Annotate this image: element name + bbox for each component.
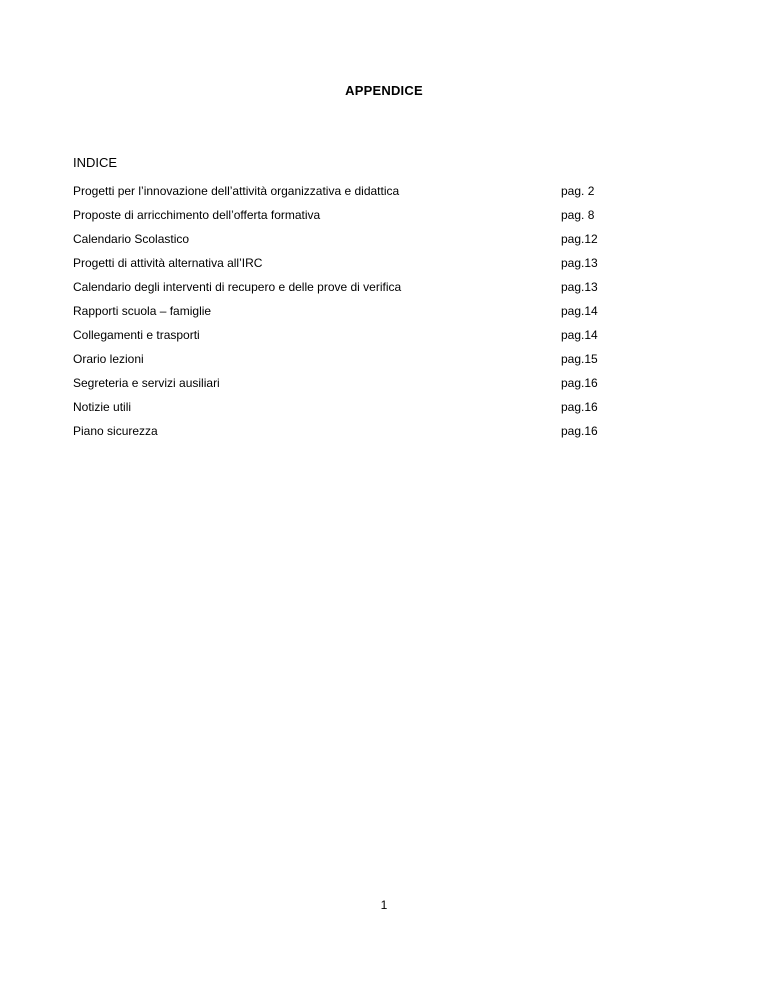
toc-entry	[73, 325, 633, 349]
toc-entry-label: Proposte di arricchimento dell’offerta formativa	[73, 208, 321, 222]
toc-entry-label: Orario lezioni	[73, 352, 144, 366]
toc-entry-page: pag.13	[561, 256, 598, 270]
toc-entry-page: pag.15	[561, 352, 598, 366]
toc-entry-label: Notizie utili	[73, 400, 132, 414]
toc-entry	[73, 397, 633, 421]
index-heading: INDICE	[73, 155, 118, 170]
toc-entry-page: pag.14	[561, 328, 598, 342]
document-title: APPENDICE	[345, 83, 423, 98]
toc-entry-label: Rapporti scuola – famiglie	[73, 304, 212, 318]
toc-entry	[73, 373, 633, 397]
toc-entry	[73, 277, 633, 301]
toc-entry-page: pag. 2	[561, 184, 595, 198]
toc-entry-page: pag.16	[561, 376, 598, 390]
toc-entry	[73, 229, 633, 253]
toc-entry-label: Progetti per l’innovazione dell’attività organizzativa e didattica	[73, 184, 400, 198]
toc-entry	[73, 349, 633, 373]
toc-entry-page: pag.12	[561, 232, 598, 246]
toc-entry-label: Calendario Scolastico	[73, 232, 190, 246]
toc-entry-page: pag.13	[561, 280, 598, 294]
toc-entry-label: Collegamenti e trasporti	[73, 328, 200, 342]
table-of-contents	[73, 181, 633, 445]
toc-entry	[73, 301, 633, 325]
toc-entry-page: pag.16	[561, 424, 598, 438]
toc-entry-label: Segreteria e servizi ausiliari	[73, 376, 220, 390]
page-number: 1	[380, 898, 388, 912]
toc-entry-label: Piano sicurezza	[73, 424, 158, 438]
toc-entry-page: pag.14	[561, 304, 598, 318]
toc-entry-page: pag.16	[561, 400, 598, 414]
toc-entry	[73, 205, 633, 229]
toc-entry-page: pag. 8	[561, 208, 595, 222]
toc-entry-label: Calendario degli interventi di recupero e delle prove di verifica	[73, 280, 402, 294]
toc-entry	[73, 421, 633, 445]
toc-entry-label: Progetti di attività alternativa all’IRC	[73, 256, 263, 270]
toc-entry	[73, 253, 633, 277]
toc-entry	[73, 181, 633, 205]
